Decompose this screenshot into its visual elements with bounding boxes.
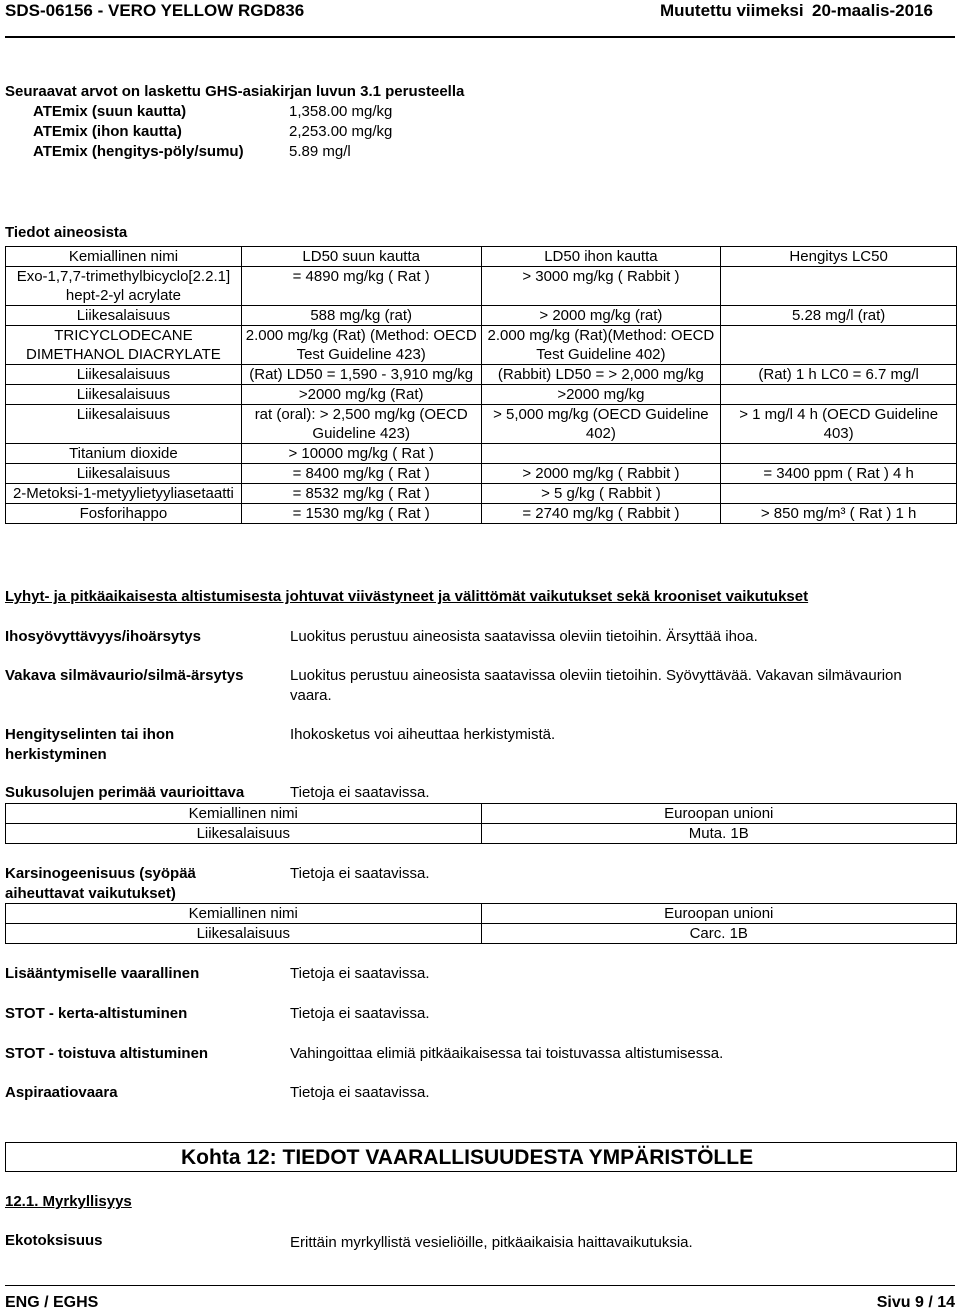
components-section-title: Tiedot aineosista xyxy=(5,224,128,241)
toxicity-table xyxy=(5,246,957,524)
table-cell: > 2000 mg/kg (rat) xyxy=(481,306,721,326)
atemix-row xyxy=(5,142,605,162)
table-cell: Liikesalaisuus xyxy=(6,365,242,385)
table-cell: = 1530 mg/kg ( Rat ) xyxy=(241,504,481,524)
table-cell: Liikesalaisuus xyxy=(6,385,242,405)
document-footer xyxy=(5,1285,955,1309)
table-cell: > 1 mg/l 4 h (OECD Guideline 403) xyxy=(721,405,957,444)
property-key: Aspiraatiovaara xyxy=(5,1084,118,1101)
property-value: Tietoja ei saatavissa. xyxy=(290,1005,430,1022)
table-cell: = 8400 mg/kg ( Rat ) xyxy=(241,464,481,484)
atemix-title: Seuraavat arvot on laskettu GHS-asiakirjan luvun 3.1 perusteella xyxy=(5,83,465,100)
document-header xyxy=(5,0,955,38)
table-cell xyxy=(721,484,957,504)
table-cell: > 3000 mg/kg ( Rabbit ) xyxy=(481,267,721,306)
table-cell: 2.000 mg/kg (Rat)(Method: OECD Test Guideline 402) xyxy=(481,326,721,365)
property-key: Lisääntymiselle vaarallinen xyxy=(5,965,200,982)
table-cell: Liikesalaisuus xyxy=(6,464,242,484)
table-row xyxy=(6,365,957,385)
footer-locale: ENG / EGHS xyxy=(5,1294,99,1310)
atemix-value: 5.89 mg/l xyxy=(289,143,351,160)
table-cell: (Rat) LD50 = 1,590 - 3,910 mg/kg xyxy=(241,365,481,385)
property-key: Vakava silmävaurio/silmä-ärsytys xyxy=(5,667,244,684)
table-row xyxy=(6,924,957,944)
table-cell xyxy=(721,326,957,365)
table-cell: (Rat) 1 h LC0 = 6.7 mg/l xyxy=(721,365,957,385)
ecotoxicity-key: Ekotoksisuus xyxy=(5,1232,103,1249)
table-cell: >2000 mg/kg (Rat) xyxy=(241,385,481,405)
table-row xyxy=(6,306,957,326)
property-key: Karsinogeenisuus (syöpää aiheuttavat vaikutukset) xyxy=(5,865,196,902)
table-row xyxy=(6,824,957,844)
table-header-row xyxy=(6,904,957,924)
modified-label: Muutettu viimeksi xyxy=(660,1,804,20)
table-cell: Liikesalaisuus xyxy=(6,924,482,944)
table-row xyxy=(6,504,957,524)
table-cell: rat (oral): > 2,500 mg/kg (OECD Guideline 423) xyxy=(241,405,481,444)
table-cell xyxy=(721,385,957,405)
section-12-header xyxy=(5,1142,957,1172)
table-header-row xyxy=(6,247,957,267)
property-value: Tietoja ei saatavissa. xyxy=(290,965,430,982)
table-cell: Liikesalaisuus xyxy=(6,405,242,444)
table-cell: 2-Metoksi-1-metyylietyyliasetaatti xyxy=(6,484,242,504)
mutagenicity-table xyxy=(5,803,957,844)
table-cell: Titanium dioxide xyxy=(6,444,242,464)
column-header: Kemiallinen nimi xyxy=(6,247,242,267)
table-row xyxy=(6,484,957,504)
page-number: Sivu 9 / 14 xyxy=(876,1294,955,1310)
property-key: Ihosyövyttävyys/ihoärsytys xyxy=(5,628,201,645)
atemix-label: ATEmix (hengitys-pöly/sumu) xyxy=(33,143,244,160)
column-header: Euroopan unioni xyxy=(481,804,956,824)
property-value: Luokitus perustuu aineosista saatavissa oleviin tietoihin. Syövyttävää. Vakavan silmävaurion vaara. xyxy=(290,667,902,704)
table-row xyxy=(6,326,957,365)
carcinogenicity-table xyxy=(5,903,957,944)
table-cell xyxy=(721,444,957,464)
table-cell: > 5 g/kg ( Rabbit ) xyxy=(481,484,721,504)
table-cell: > 850 mg/m³ ( Rat ) 1 h xyxy=(721,504,957,524)
table-cell: Liikesalaisuus xyxy=(6,824,482,844)
table-cell xyxy=(481,444,721,464)
atemix-label: ATEmix (ihon kautta) xyxy=(33,123,182,140)
table-cell: 2.000 mg/kg (Rat) (Method: OECD Test Guideline 423) xyxy=(241,326,481,365)
property-key: Hengityselinten tai ihon herkistyminen xyxy=(5,726,175,763)
table-header-row xyxy=(6,804,957,824)
section-12-title: Kohta 12: TIEDOT VAARALLISUUDESTA YMPÄRISTÖLLE xyxy=(181,1146,754,1169)
modified-date: 20-maalis-2016 xyxy=(812,1,933,20)
table-cell: Exo-1,7,7-trimethylbicyclo[2.2.1] hept-2-yl acrylate xyxy=(6,267,242,306)
column-header: Hengitys LC50 xyxy=(721,247,957,267)
atemix-value: 1,358.00 mg/kg xyxy=(289,103,393,120)
table-cell: 5.28 mg/l (rat) xyxy=(721,306,957,326)
atemix-row xyxy=(5,122,605,142)
ecotoxicity-value: Erittäin myrkyllistä vesieliöille, pitkäaikaisia haittavaikutuksia. xyxy=(290,1234,693,1251)
property-key: Sukusolujen perimää vaurioittava xyxy=(5,784,245,801)
table-cell: = 3400 ppm ( Rat ) 4 h xyxy=(721,464,957,484)
table-cell: Liikesalaisuus xyxy=(6,306,242,326)
property-value: Tietoja ei saatavissa. xyxy=(290,865,430,882)
table-row xyxy=(6,464,957,484)
table-cell: 588 mg/kg (rat) xyxy=(241,306,481,326)
table-cell xyxy=(721,267,957,306)
table-cell: TRICYCLODECANE DIMETHANOL DIACRYLATE xyxy=(6,326,242,365)
property-value: Vahingoittaa elimiä pitkäaikaisessa tai toistuvassa altistumisessa. xyxy=(290,1045,724,1062)
property-value: Luokitus perustuu aineosista saatavissa oleviin tietoihin. Ärsyttää ihoa. xyxy=(290,628,758,645)
table-cell: > 2000 mg/kg ( Rabbit ) xyxy=(481,464,721,484)
column-header: LD50 suun kautta xyxy=(241,247,481,267)
atemix-value: 2,253.00 mg/kg xyxy=(289,123,393,140)
column-header: Kemiallinen nimi xyxy=(6,804,482,824)
atemix-row xyxy=(5,102,605,122)
property-value: Ihokosketus voi aiheuttaa herkistymistä. xyxy=(290,726,556,743)
table-row xyxy=(6,405,957,444)
table-cell: = 4890 mg/kg ( Rat ) xyxy=(241,267,481,306)
atemix-block xyxy=(5,82,605,162)
property-key: STOT - kerta-altistuminen xyxy=(5,1005,188,1022)
column-header: LD50 ihon kautta xyxy=(481,247,721,267)
table-cell: >2000 mg/kg xyxy=(481,385,721,405)
subsection-title: 12.1. Myrkyllisyys xyxy=(5,1193,132,1210)
table-cell: = 2740 mg/kg ( Rabbit ) xyxy=(481,504,721,524)
table-row xyxy=(6,385,957,405)
column-header: Euroopan unioni xyxy=(481,904,956,924)
table-cell: Fosforihappo xyxy=(6,504,242,524)
property-value: Tietoja ei saatavissa. xyxy=(290,1084,430,1101)
table-cell: Carc. 1B xyxy=(481,924,956,944)
property-value: Tietoja ei saatavissa. xyxy=(290,784,430,801)
property-key: STOT - toistuva altistuminen xyxy=(5,1045,209,1062)
column-header: Kemiallinen nimi xyxy=(6,904,482,924)
table-row xyxy=(6,444,957,464)
table-cell: > 10000 mg/kg ( Rat ) xyxy=(241,444,481,464)
atemix-label: ATEmix (suun kautta) xyxy=(33,103,187,120)
table-cell: Muta. 1B xyxy=(481,824,956,844)
document-id: SDS-06156 - VERO YELLOW RGD836 xyxy=(5,1,305,20)
effects-section-title: Lyhyt- ja pitkäaikaisesta altistumisesta johtuvat viivästyneet ja välittömät vaikutukset sekä krooniset vaikutukset xyxy=(5,588,809,605)
table-cell: > 5,000 mg/kg (OECD Guideline 402) xyxy=(481,405,721,444)
table-row xyxy=(6,267,957,306)
table-cell: = 8532 mg/kg ( Rat ) xyxy=(241,484,481,504)
table-cell: (Rabbit) LD50 = > 2,000 mg/kg xyxy=(481,365,721,385)
